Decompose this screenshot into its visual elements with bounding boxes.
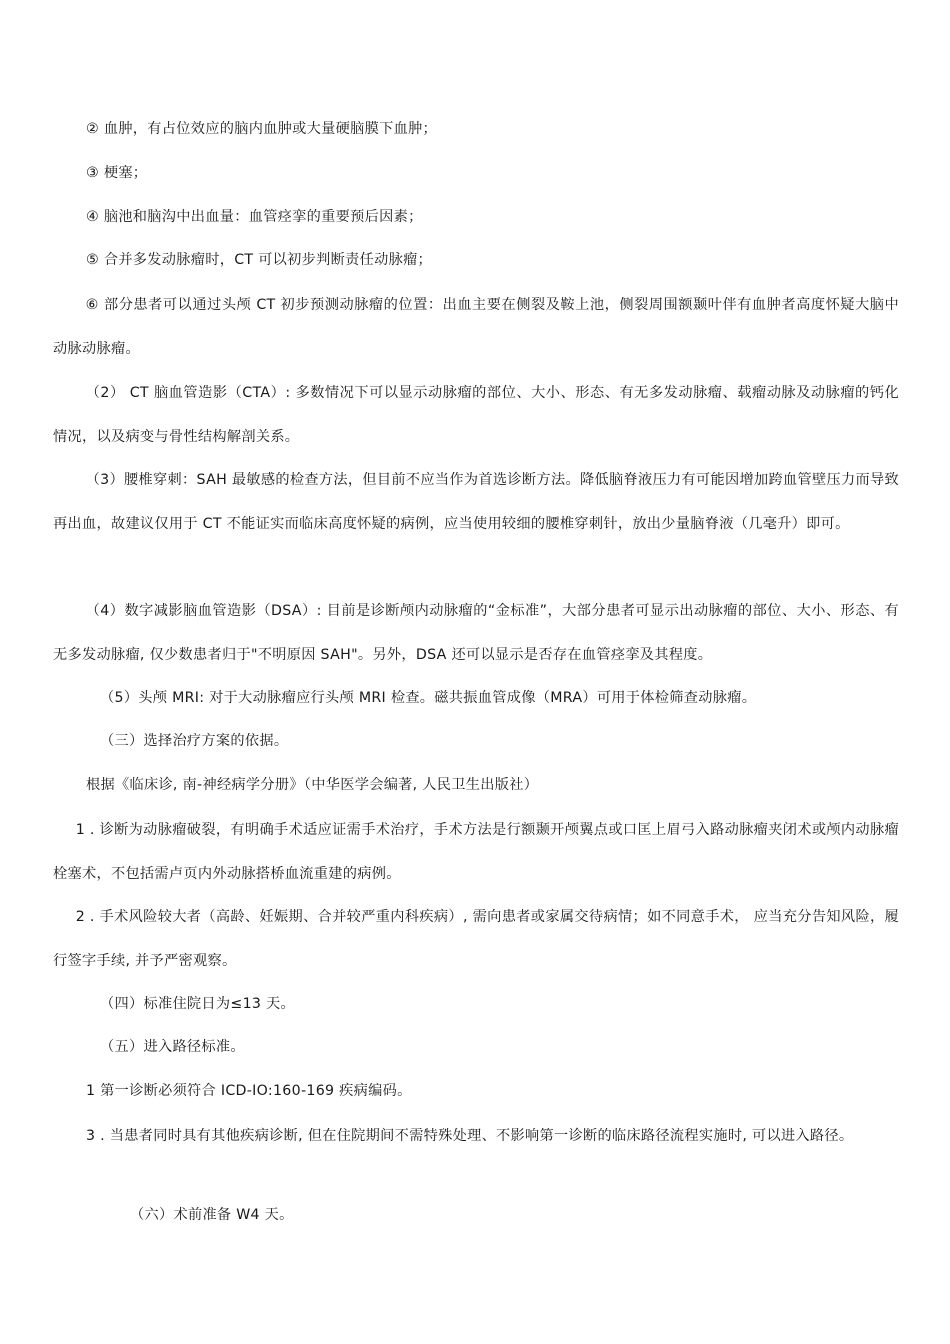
- ct-finding-multiple-aneurysms: ⑤ 合并多发动脉瘤时，CT 可以初步判断责任动脉瘤；: [86, 252, 433, 268]
- ct-finding-aneurysm-location-paragraph: ⑥ 部分患者可以通过头颅 CT 初步预测动脉瘤的位置：出血主要在侧裂及鞍上池，侧裂周围额颞叶伴有血肿者高度怀疑大脑中动脉动脉瘤。: [53, 297, 899, 357]
- guideline-reference: 根据《临床诊, 南-神经病学分册》（中华医学会编著, 人民卫生出版社）: [86, 777, 539, 793]
- ct-finding-hematoma: ② 血肿，有占位效应的脑内血肿或大量硬脑膜下血肿；: [86, 121, 438, 137]
- dsa-paragraph: （4）数字减影脑血管造影（DSA）: 目前是诊断颅内动脉瘤的“金标准”，大部分患者可显示出动脉瘤的部位、大小、形态、有无多发动脉瘤, 仅少数患者归于"不明原因 SAH"。另外，DSA 还可以显示是否存在血管痉挛及其程度。: [53, 603, 899, 663]
- treatment-criteria-1-paragraph: 1 . 诊断为动脉瘤破裂，有明确手术适应证需手术治疗，手术方法是行额颞开颅翼点或口匡上眉弓入路动脉瘤夹闭术或颅内动脉瘤栓塞术，不包括需卢页内外动脉搭桥血流重建的病例。: [53, 822, 899, 882]
- pathway-criterion-1: 1 第一诊断必须符合 ICD-IO:160-169 疾病编码。: [86, 1083, 412, 1099]
- pathway-criterion-3: 3 . 当患者同时具有其他疾病诊断, 但在住院期间不需特殊处理、不影响第一诊断的临床路径流程实施时, 可以进入路径。: [86, 1128, 854, 1144]
- ct-finding-infarction: ③ 梗塞；: [86, 165, 148, 181]
- section-5-heading: （五）进入路径标准。: [100, 1039, 245, 1055]
- cta-paragraph: （2） CT 脑血管造影（CTA）: 多数情况下可以显示动脉瘤的部位、大小、形态、有无多发动脉瘤、载瘤动脉及动脉瘤的钙化情况，以及病变与骨性结构解剖关系。: [53, 385, 899, 445]
- treatment-criteria-2-paragraph: 2 . 手术风险较大者（高龄、妊娠期、合并较严重内科疾病）, 需向患者或家属交待病情；如不同意手术， 应当充分告知风险，履行签字手续, 并予严密观察。: [53, 909, 899, 969]
- section-3-heading: （三）选择治疗方案的依据。: [100, 733, 289, 749]
- section-6-heading: （六）术前准备 W4 天。: [130, 1207, 294, 1223]
- mri-item: （5）头颅 MRI: 对于大动脉瘤应行头颅 MRI 检查。磁共振血管成像（MRA）可用于体检筛查动脉瘤。: [100, 690, 757, 706]
- ct-finding-cistern-bleeding: ④ 脑池和脑沟中出血量：血管痉挛的重要预后因素；: [86, 209, 423, 225]
- section-4-heading: （四）标准住院日为≤13 天。: [100, 996, 296, 1012]
- lumbar-puncture-paragraph: （3）腰椎穿刺：SAH 最敏感的检查方法，但目前不应当作为首选诊断方法。降低脑脊液压力有可能因增加跨血管壁压力而导致再出血，故建议仅用于 CT 不能证实而临床高度怀疑的病例，应当使用较细的腰椎穿刺针，放出少量脑脊液（几毫升）即可。: [53, 472, 899, 532]
